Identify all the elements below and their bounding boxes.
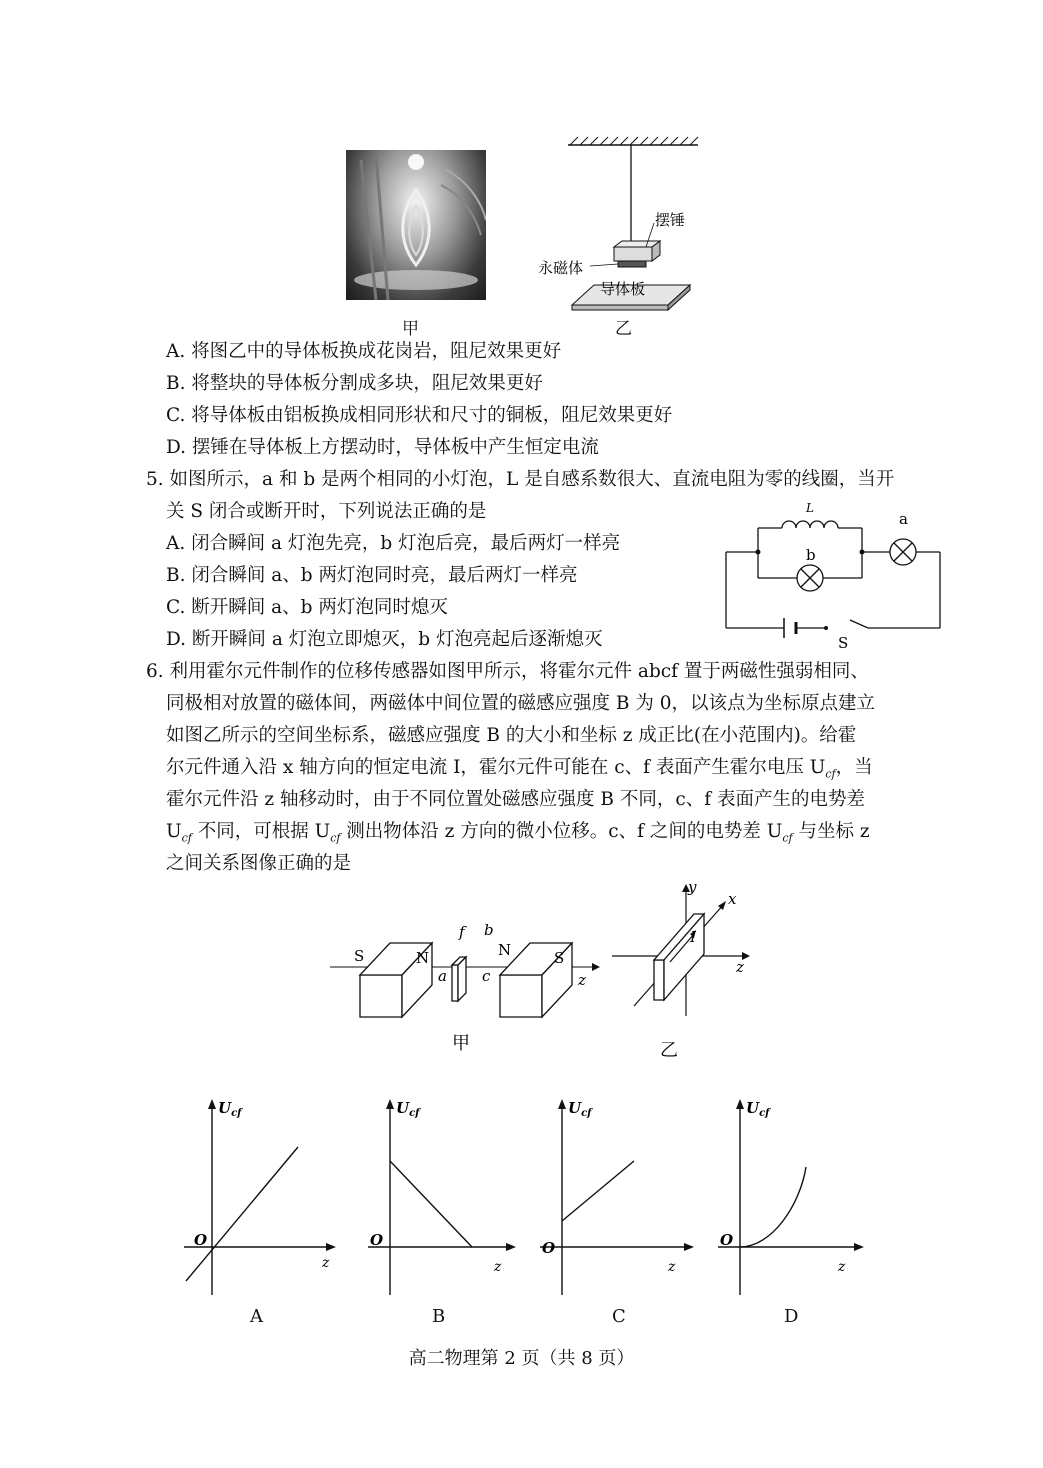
svg-text:Ucf: $U_{cf}$ [746, 1099, 770, 1119]
label-plate: 导体板 [600, 280, 646, 298]
graph-b-curve [390, 1161, 472, 1247]
q6-figure-yi [608, 878, 778, 1058]
label-N2: N [498, 941, 512, 959]
svg-text:Ucf: $U_{cf}$ [568, 1099, 592, 1119]
label-c-hall: c [482, 967, 491, 985]
label-z-yi: z [736, 958, 744, 976]
graph-c-curve [562, 1161, 634, 1221]
label-x: x [728, 890, 737, 908]
pendulum-diagram [530, 135, 710, 335]
q6-stem-line1: 6. 利用霍尔元件制作的位移传感器如图甲所示，将霍尔元件 abcf 置于两磁性强弱相同、 [146, 661, 869, 682]
label-S: S [838, 634, 849, 652]
q5-option-b: B. 闭合瞬间 a、b 两灯泡同时亮，最后两灯一样亮 [166, 565, 578, 586]
label-b-hall: b [484, 921, 494, 939]
pendulum-hammer [614, 241, 660, 261]
q4-option-d: D. 摆锤在导体板上方摆动时，导体板中产生恒定电流 [166, 437, 599, 458]
graph-a [180, 1095, 340, 1305]
q6-stem-line6: $U_{cf}$ 不同，可根据 $U_{cf}$ 测出物体沿 z 方向的微小位移。c、f 之间的电势差 $U_{cf}$ 与坐标 z [166, 821, 870, 845]
q5-stem-line1: 5. 如图所示，a 和 b 是两个相同的小灯泡，L 是自感系数很大、直流电阻为零的线圈，当开 [146, 469, 895, 490]
graph-d-letter: D [784, 1306, 799, 1327]
q6-stem-line4: 尔元件通入沿 x 轴方向的恒定电流 I，霍尔元件可能在 c、f 表面产生霍尔电压 $U_{cf}$，当 [166, 757, 873, 781]
q5-option-d: D. 断开瞬间 a 灯泡立即熄灭，b 灯泡亮起后逐渐熄灭 [166, 629, 603, 650]
svg-text:Ucf: $U_{cf}$ [396, 1099, 420, 1119]
label-y: y [688, 878, 697, 896]
graph-b-letter: B [432, 1306, 446, 1327]
q6-stem-line3: 如图乙所示的空间坐标系，磁感应强度 B 的大小和坐标 z 成正比(在小范围内)。给霍 [166, 725, 857, 746]
permanent-magnet [618, 261, 646, 267]
q4-option-a: A. 将图乙中的导体板换成花岗岩，阻尼效果更好 [166, 341, 562, 362]
q6-stem-line7: 之间关系图像正确的是 [166, 853, 352, 874]
label-S2: S [554, 949, 565, 967]
hall-plate [654, 914, 704, 1000]
svg-text:O: O [194, 1231, 208, 1249]
ceiling-hatch [570, 137, 698, 145]
label-L: L [806, 501, 814, 515]
q4-option-b: B. 将整块的导体板分割成多块，阻尼效果更好 [166, 373, 543, 394]
page-footer: 高二物理第 2 页（共 8 页） [408, 1348, 635, 1369]
graph-a-letter: A [250, 1306, 263, 1327]
graph-c [540, 1095, 700, 1305]
svg-text:O: O [542, 1239, 556, 1257]
label-a-hall: a [438, 967, 447, 985]
q4-option-c: C. 将导体板由铝板换成相同形状和尺寸的铜板，阻尼效果更好 [166, 405, 673, 426]
label-N1: N [416, 949, 430, 967]
label-b: b [806, 546, 816, 564]
label-S1: S [354, 947, 365, 965]
fig4-caption-left: 甲 [402, 319, 419, 339]
svg-text:O: O [370, 1231, 384, 1249]
fig-yi-caption: 乙 [660, 1040, 678, 1058]
label-z-jia: z [578, 971, 586, 989]
eddy-damper-photo [346, 150, 486, 300]
svg-text:Ucf: $U_{cf}$ [218, 1099, 242, 1119]
svg-text:O: O [720, 1231, 734, 1249]
graph-d-curve [740, 1167, 806, 1247]
fig4-caption-right: 乙 [615, 319, 632, 339]
inductor-coil [782, 521, 838, 528]
svg-text:z: z [322, 1255, 330, 1271]
svg-text:z: z [838, 1259, 846, 1275]
graph-c-letter: C [612, 1306, 626, 1327]
fig-jia-caption: 甲 [452, 1033, 470, 1054]
label-I: I [690, 928, 696, 946]
svg-text:z: z [494, 1259, 502, 1275]
label-f: f [459, 923, 465, 941]
q5-stem-line2: 关 S 闭合或断开时，下列说法正确的是 [166, 501, 487, 522]
label-a: a [899, 510, 908, 528]
label-magnet: 永磁体 [538, 259, 584, 277]
graph-a-curve [186, 1147, 298, 1281]
graph-d [712, 1095, 872, 1305]
q5-option-a: A. 闭合瞬间 a 灯泡先亮，b 灯泡后亮，最后两灯一样亮 [166, 533, 621, 554]
q6-figure-jia [330, 905, 610, 1055]
hall-element [452, 957, 466, 1001]
q6-stem-line2: 同极相对放置的磁体间，两磁体中间位置的磁感应强度 B 为 0，以该点为坐标原点建立 [166, 693, 876, 714]
q5-option-c: C. 断开瞬间 a、b 两灯泡同时熄灭 [166, 597, 448, 618]
svg-text:z: z [668, 1259, 676, 1275]
graph-b [362, 1095, 522, 1305]
label-hammer: 摆锤 [655, 211, 686, 229]
q6-stem-line5: 霍尔元件沿 z 轴移动时，由于不同位置处磁感应强度 B 不同，c、f 表面产生的电势差 [166, 789, 865, 810]
q5-circuit-diagram [720, 492, 950, 652]
